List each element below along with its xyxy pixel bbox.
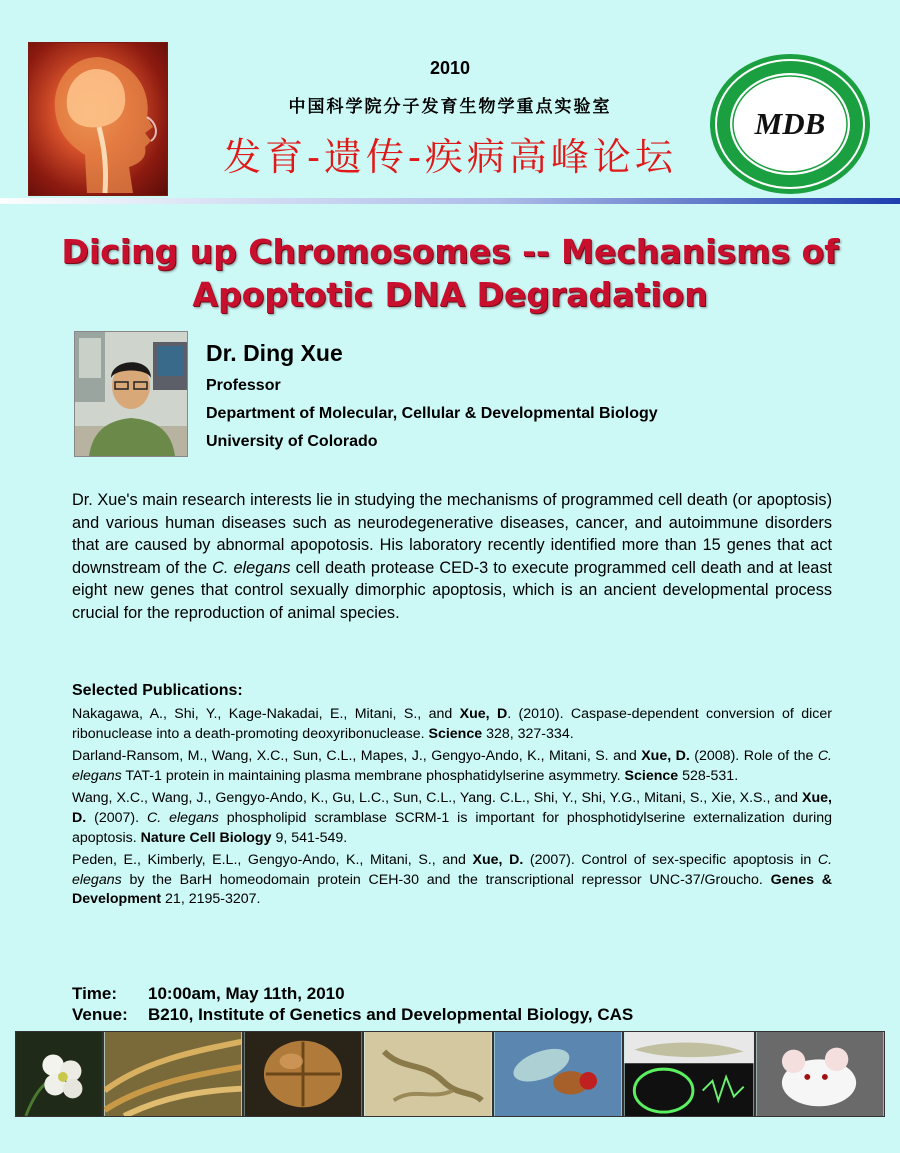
forum-name-chinese: 发育-遗传-疾病高峰论坛 (223, 135, 677, 179)
time-label: Time: (72, 984, 118, 1003)
abstract-species-name: C. elegans (212, 558, 291, 577)
publications-heading: Selected Publications: (72, 682, 243, 699)
venue-label: Venue: (72, 1005, 128, 1024)
publications-list (72, 705, 832, 913)
header-divider (0, 198, 900, 204)
logo-center-text: MDB (754, 106, 826, 141)
abstract-text-2: cell death protease CED-3 to execute programmed cell death and at least eight new genes that control sexually dimorphic apoptosis, which is an ancient developmental process crucial for the reproduction of animal species. (72, 558, 832, 622)
talk-title (0, 230, 900, 316)
arabidopsis-flower-image (15, 1031, 103, 1117)
event-time (72, 984, 345, 1004)
abstract-paragraph (72, 489, 832, 625)
publication-item: Nakagawa, A., Shi, Y., Kage-Nakadai, E., Mitani, S., and Xue, D. (2010). Caspase-dependent conversion of dicer ribonuclease into a death-promoting deoxyribonuclease. Science 328, 327-334. (72, 706, 832, 742)
rice-grain-image (103, 1031, 243, 1117)
talk-title-line-1: Dicing up Chromosomes -- Mechanisms of (61, 232, 839, 271)
time-value: 10:00am, May 11th, 2010 (148, 984, 345, 1003)
event-venue (72, 1005, 633, 1025)
publication-item: Peden, E., Kimberly, E.L., Gengyo-Ando, K., Mitani, S., and Xue, D. (2007). Control of sex-specific apoptosis in C. elegans by the BarH homeodomain protein CEH-30 and the transcriptional repressor UNC-37/Groucho. Genes & Development 21, 2195-3207. (72, 852, 833, 908)
c-elegans-worm-image (363, 1031, 493, 1117)
venue-value: B210, Institute of Genetics and Developmental Biology, CAS (148, 1005, 634, 1024)
publication-item: Darland-Ransom, M., Wang, X.C., Sun, C.L., Mapes, J., Gengyo-Ando, K., Mitani, S. and Xue, D. (2008). Role of the C. elegans TAT-1 protein in maintaining plasma membrane phosphatidylserine asymmetry. Science 528-531. (72, 748, 832, 784)
speaker-department: Department of Molecular, Cellular & Developmental Biology (206, 405, 658, 422)
model-organism-image-strip (15, 1031, 885, 1117)
zebrafish-imaging-image (623, 1031, 755, 1117)
publication-item: Wang, X.C., Wang, J., Gengyo-Ando, K., Gu, L.C., Sun, C.L., Yang. C.L., Shi, Y., Shi, Y.G., Mitani, S., Xie, X.S., and Xue, D. (2007). C. elegans phospholipid scramblase SCRM-1 is important for phosphotidylserine externalization during apoptosis. Nature Cell Biology 9, 541-549. (72, 790, 833, 846)
lab-name-chinese: 中国科学院分子发育生物学重点实验室 (288, 97, 612, 117)
speaker-position: Professor (206, 377, 281, 394)
fruit-fly-image (493, 1031, 623, 1117)
speaker-university: University of Colorado (206, 433, 378, 450)
abstract-text-1: Dr. Xue's main research interests lie in studying the mechanisms of programmed cell death (or apoptosis) and various human diseases such as neurodegenerative diseases, cancer, and autoimmune disorders that are caused by abnormal apopotosis. His laboratory recently identified more than 15 genes that act downstream of the (72, 491, 832, 577)
talk-title-line-2: Apoptotic DNA Degradation (192, 275, 708, 314)
mouse-image (755, 1031, 885, 1117)
event-year: 2010 (429, 58, 471, 78)
embryo-cells-image (243, 1031, 363, 1117)
speaker-name: Dr. Ding Xue (206, 340, 343, 366)
speaker-photo (74, 331, 188, 457)
